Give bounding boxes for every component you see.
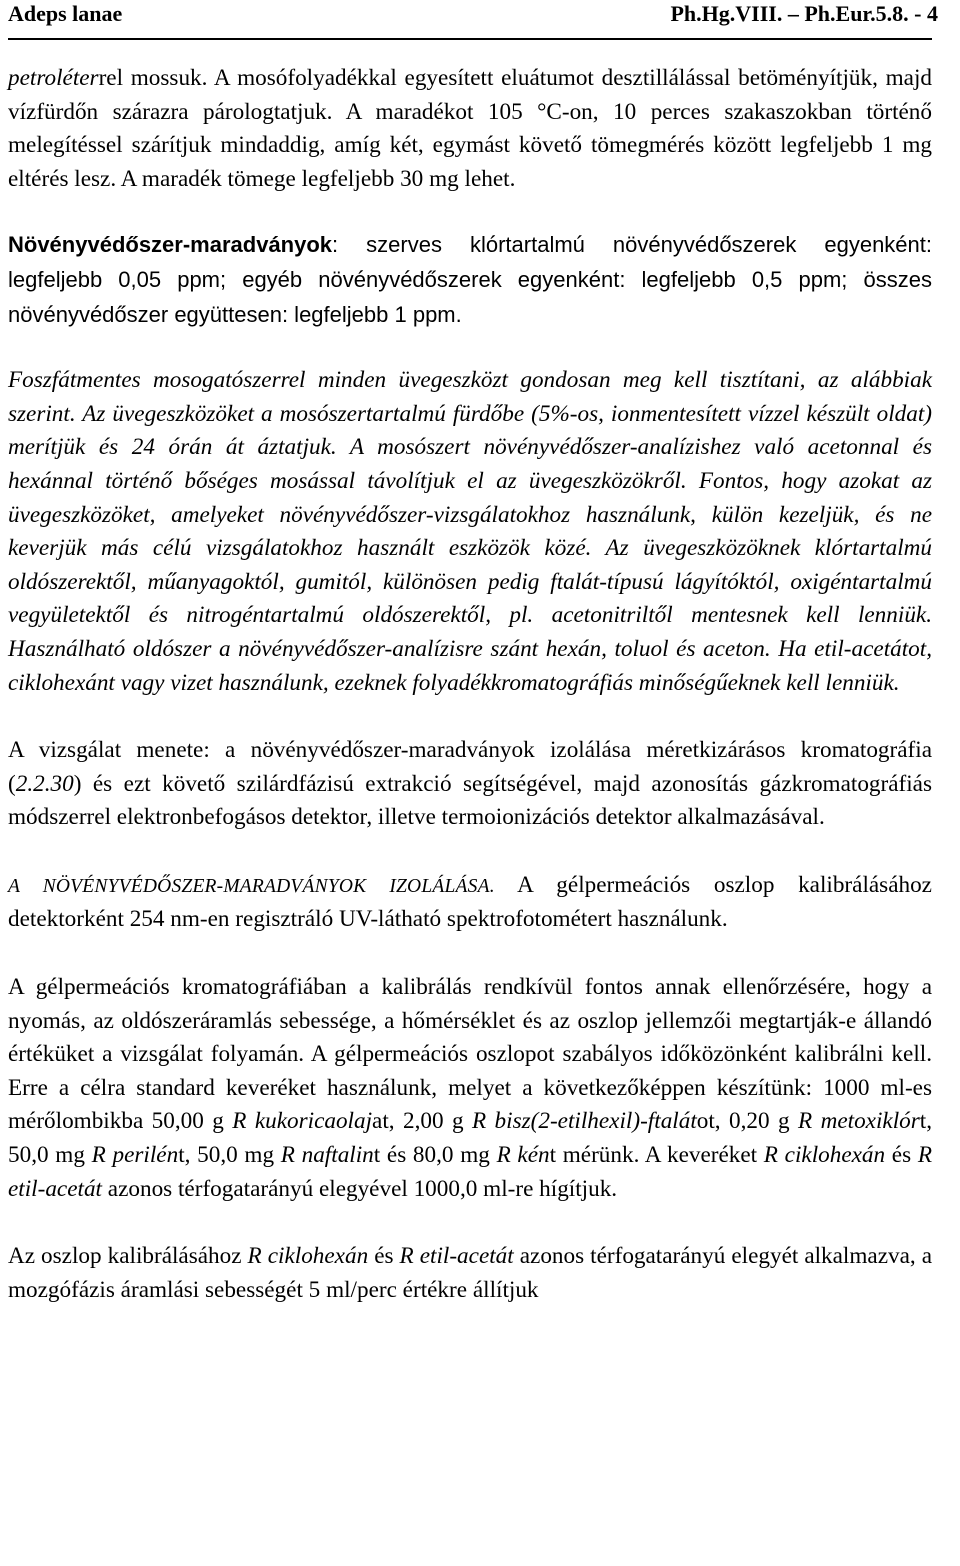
paragraph-isolation: A NÖVÉNYVÉDŐSZER-MARADVÁNYOK IZOLÁLÁSA. A gélpermeációs oszlop kalibrálásához detektorként 254 nm-en regisztráló UV-látható spektrofotométert használunk. — [8, 871, 932, 933]
paragraph-column-calibration: Az oszlop kalibrálásához R ciklohexán és R etil-acetát azonos térfogatarányú elegyét alkalmazva, a mozgófázis áramlási sebességét 5 ml/perc értékre állítjuk — [8, 1243, 932, 1303]
petroleter-term: petroléter — [8, 65, 99, 91]
page-header — [8, 0, 938, 40]
header-reference: Ph.Hg.VIII. – Ph.Eur.5.8. - 4 — [670, 1, 938, 26]
header-title: Adeps lanae — [8, 1, 123, 26]
paragraph-residue: petroléterrel mossuk. A mosófolyadékkal egyesített eluátumot desztillálással betöményítjük, majd vízfürdőn szárazra párologtatjuk. A maradékot 105 °C-on, 10 perces szakaszokban történő melegítéssel szárítjuk mindaddig, amíg két, egymást követő tömegmérés között legfeljebb 1 mg eltérés lesz. A maradék tömege legfeljebb 30 mg lehet. — [8, 65, 932, 192]
document-page — [8, 0, 938, 1307]
paragraph-procedure: A vizsgálat menete: a növényvédőszer-maradványok izolálása méretkizárásos kromatográfia (2.2.30) és ezt követő szilárdfázisú extrakció segítségével, majd azonosítás gázkromatográfiás módszerrel elektronbefogásos detektor, illetve termoionizációs detektor alkalmazásával. — [8, 737, 932, 831]
reference-link: 2.2.30 — [15, 770, 74, 797]
paragraph-pesticide-residues: Növényvédőszer-maradványok: szerves klórtartalmú növényvédőszerek egyenként: legfeljebb 0,05 ppm; egyéb növényvédőszerek egyenként: legfeljebb 0,5 ppm; összes növényvédőszer együttesen: legfeljebb 1 ppm. — [8, 232, 932, 327]
paragraph-calibration: A gélpermeációs kromatográfiában a kalibrálás rendkívül fontos annak ellenőrzésére, hogy a nyomás, az oldószeráramlás sebessége, a hőmérséklet és az oszlop jellemzői megtartják-e állandó értéküket a vizsgálat folyamán. A gélpermeációs oszlopot szabályos időközönként kalibrálni kell. Erre a célra standard keveréket használunk, melyet a következőképpen készítünk: 1000 ml-es mérőlombikba 50,00 g R kukoricaolajat, 2,00 g R bisz(2-etilhexil)-ftalátot, 0,20 g R metoxiklórt, 50,0 mg R perilént, 50,0 mg R naftalint és 80,0 mg R ként mérünk. A keveréket R ciklohexán és R etil-acetát azonos térfogatarányú elegyével 1000,0 ml-re hígítjuk. — [8, 974, 933, 1202]
section-heading-isolation: A NÖVÉNYVÉDŐSZER-MARADVÁNYOK IZOLÁLÁSA. — [8, 875, 495, 897]
section-title-pesticide-residues: Növényvédőszer-maradványok — [8, 232, 333, 258]
paragraph-glassware-cleaning: Foszfátmentes mosogatószerrel minden üvegeszközt gondosan meg kell tisztítani, az alábbiak szerint. Az üvegeszközöket a mosószertartalmú fürdőbe (5%-os, ionmentesített vízzel készült oldat) merítjük és 24 órán át áztatjuk. A mosószert növényvédőszer-analízishez való acetonnal és hexánnal történő bőséges mosással távolítjuk el az üvegeszközökről. Fontos, hogy azokat az üvegeszközöket, amelyeket növényvédőszer-vizsgálatokhoz használunk, külön kezeljük, és ne keverjük más célú vizsgálatokhoz használt eszközök közé. Az üvegeszközöknek klórtartalmú oldószerektől, műanyagoktól, gumitól, különösen pedig ftalát-típusú lágyítóktól, oxigéntartalmú vegyületektől és nitrogéntartalmú oldószerektől, pl. acetonitriltől mentesnek kell lenniük. Használható oldószer a növényvédőszer-analízisre szánt hexán, toluol és aceton. Ha etil-acetátot, ciklohexánt vagy vizet használunk, ezeknek folyadékkromatográfiás minőségűeknek kell lenniük. — [8, 367, 932, 696]
